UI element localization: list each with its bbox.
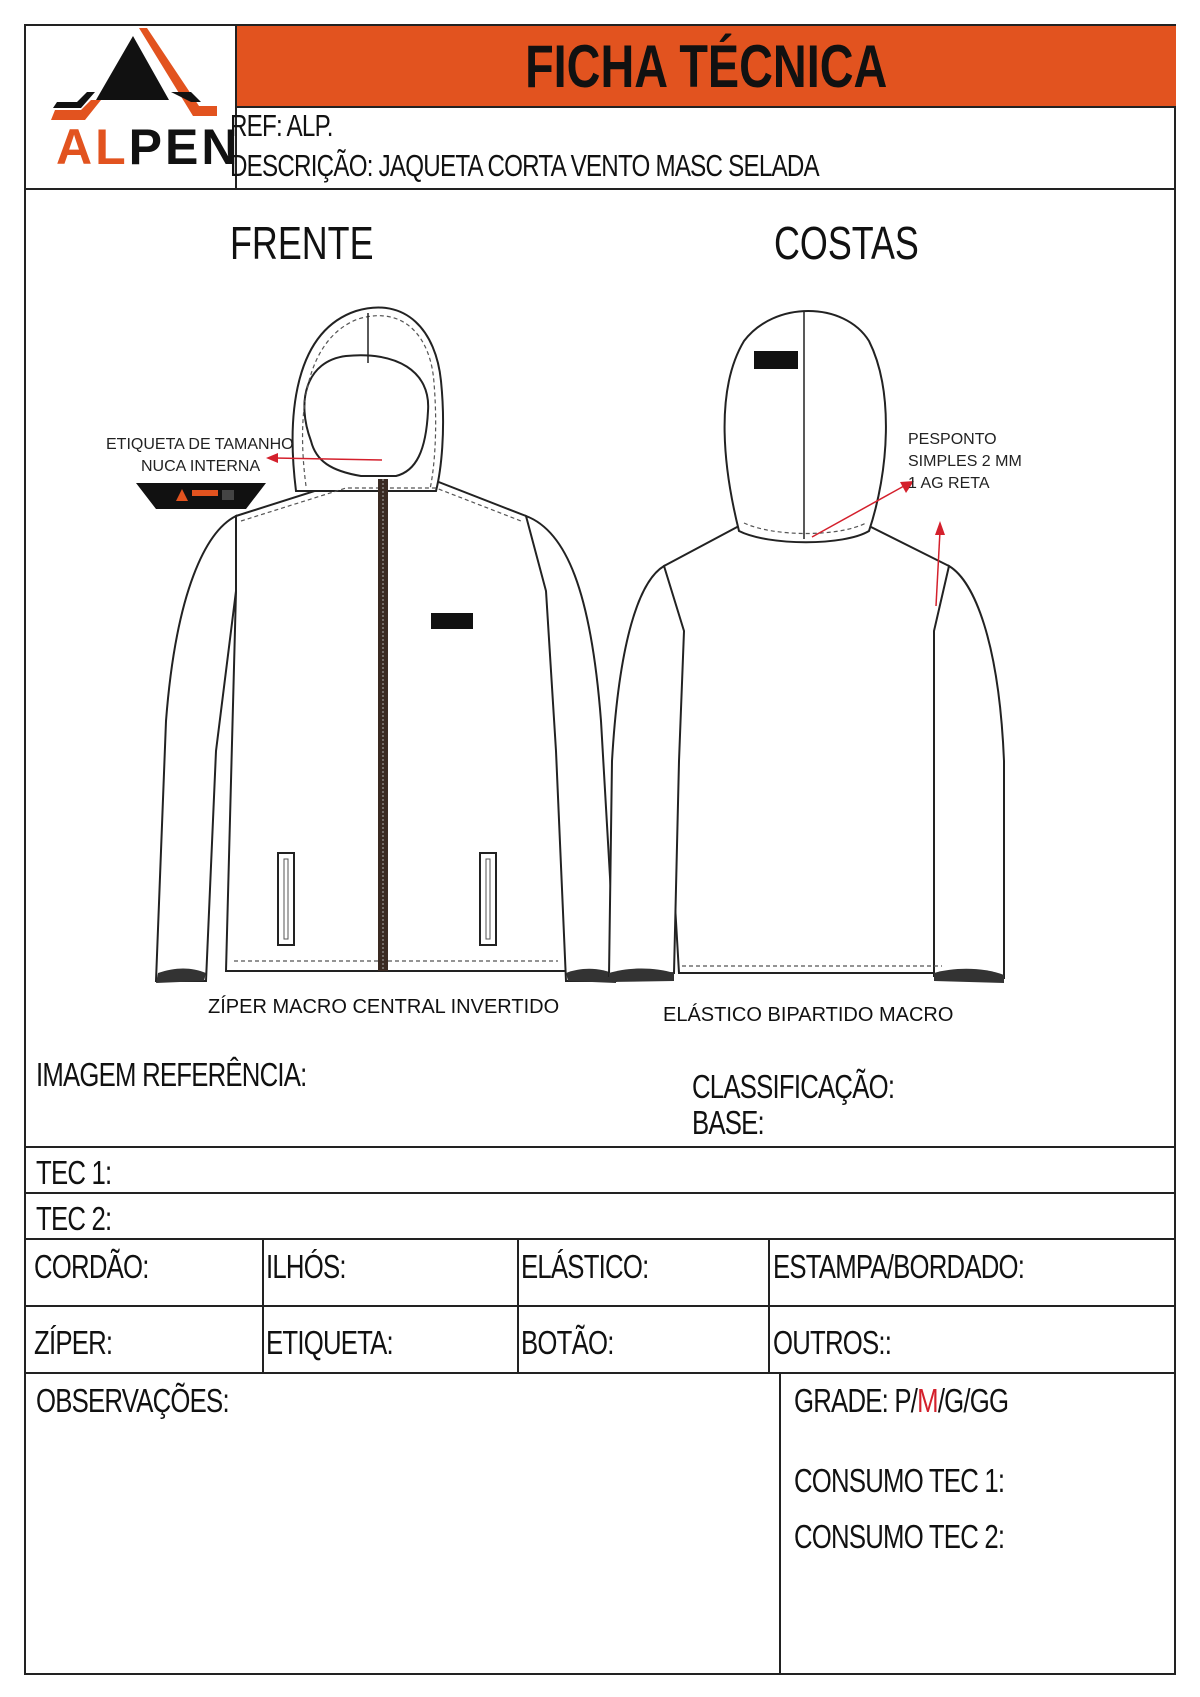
alpen-logo-icon (41, 28, 221, 123)
reference-image-label: IMAGEM REFERÊNCIA: (36, 1056, 307, 1093)
title-bar (237, 26, 1176, 108)
observations-label[interactable]: OBSERVAÇÕES: (36, 1382, 229, 1419)
base-label: BASE: (692, 1104, 764, 1141)
drawstring-field[interactable]: CORDÃO: (34, 1248, 149, 1285)
divider (779, 1372, 781, 1675)
button-field[interactable]: BOTÃO: (521, 1324, 614, 1361)
stitch-annotation-line3: 1 AG RETA (908, 475, 990, 492)
stitch-annotation-line2: SIMPLES 2 MM (908, 453, 1022, 470)
grade-suffix: /G/GG (937, 1382, 1009, 1419)
grade-selected-size: M (917, 1382, 938, 1419)
stitch-annotation-line1: PESPONTO (908, 431, 997, 448)
elastic-field[interactable]: ELÁSTICO: (521, 1248, 649, 1285)
divider (26, 188, 1174, 190)
size-tag-icon (136, 481, 266, 511)
size-label-annotation-line2: NUCA INTERNA (141, 458, 261, 475)
back-jacket-drawing (604, 301, 1024, 991)
ref-field: REF: ALP. (230, 108, 333, 143)
grade-prefix: GRADE: P/ (794, 1382, 918, 1419)
front-title: FRENTE (230, 217, 374, 269)
divider (26, 1238, 1174, 1240)
fabric-2-field[interactable]: TEC 2: (36, 1200, 112, 1237)
zipper-field[interactable]: ZÍPER: (34, 1324, 113, 1361)
divider (26, 1192, 1174, 1194)
back-title: COSTAS (774, 217, 919, 269)
brand-wordmark: ALPEN (56, 119, 241, 175)
annotation-arrow-icon (264, 450, 384, 470)
consumption-fabric-1[interactable]: CONSUMO TEC 1: (794, 1462, 1005, 1499)
fabric-1-field[interactable]: TEC 1: (36, 1154, 112, 1191)
front-caption: ZÍPER MACRO CENTRAL INVERTIDO (208, 996, 560, 1018)
logo-area (26, 26, 241, 190)
print-embroidery-field[interactable]: ESTAMPA/BORDADO: (773, 1248, 1025, 1285)
divider (26, 1305, 1174, 1307)
page-title: FICHA TÉCNICA (525, 32, 888, 100)
size-grade (794, 1382, 1008, 1420)
divider (26, 1372, 1174, 1374)
divider (26, 1146, 1174, 1148)
eyelets-field[interactable]: ILHÓS: (266, 1248, 346, 1285)
size-label-annotation-line1: ETIQUETA DE TAMANHO (106, 436, 294, 453)
consumption-fabric-2[interactable]: CONSUMO TEC 2: (794, 1518, 1005, 1555)
description-field: DESCRIÇÃO: JAQUETA CORTA VENTO MASC SELADA (230, 148, 819, 183)
tech-sheet (24, 24, 1176, 1675)
classification-label: CLASSIFICAÇÃO: (692, 1068, 895, 1105)
label-field[interactable]: ETIQUETA: (266, 1324, 393, 1361)
others-field[interactable]: OUTROS:: (773, 1324, 892, 1361)
back-caption: ELÁSTICO BIPARTIDO MACRO (663, 1004, 954, 1026)
